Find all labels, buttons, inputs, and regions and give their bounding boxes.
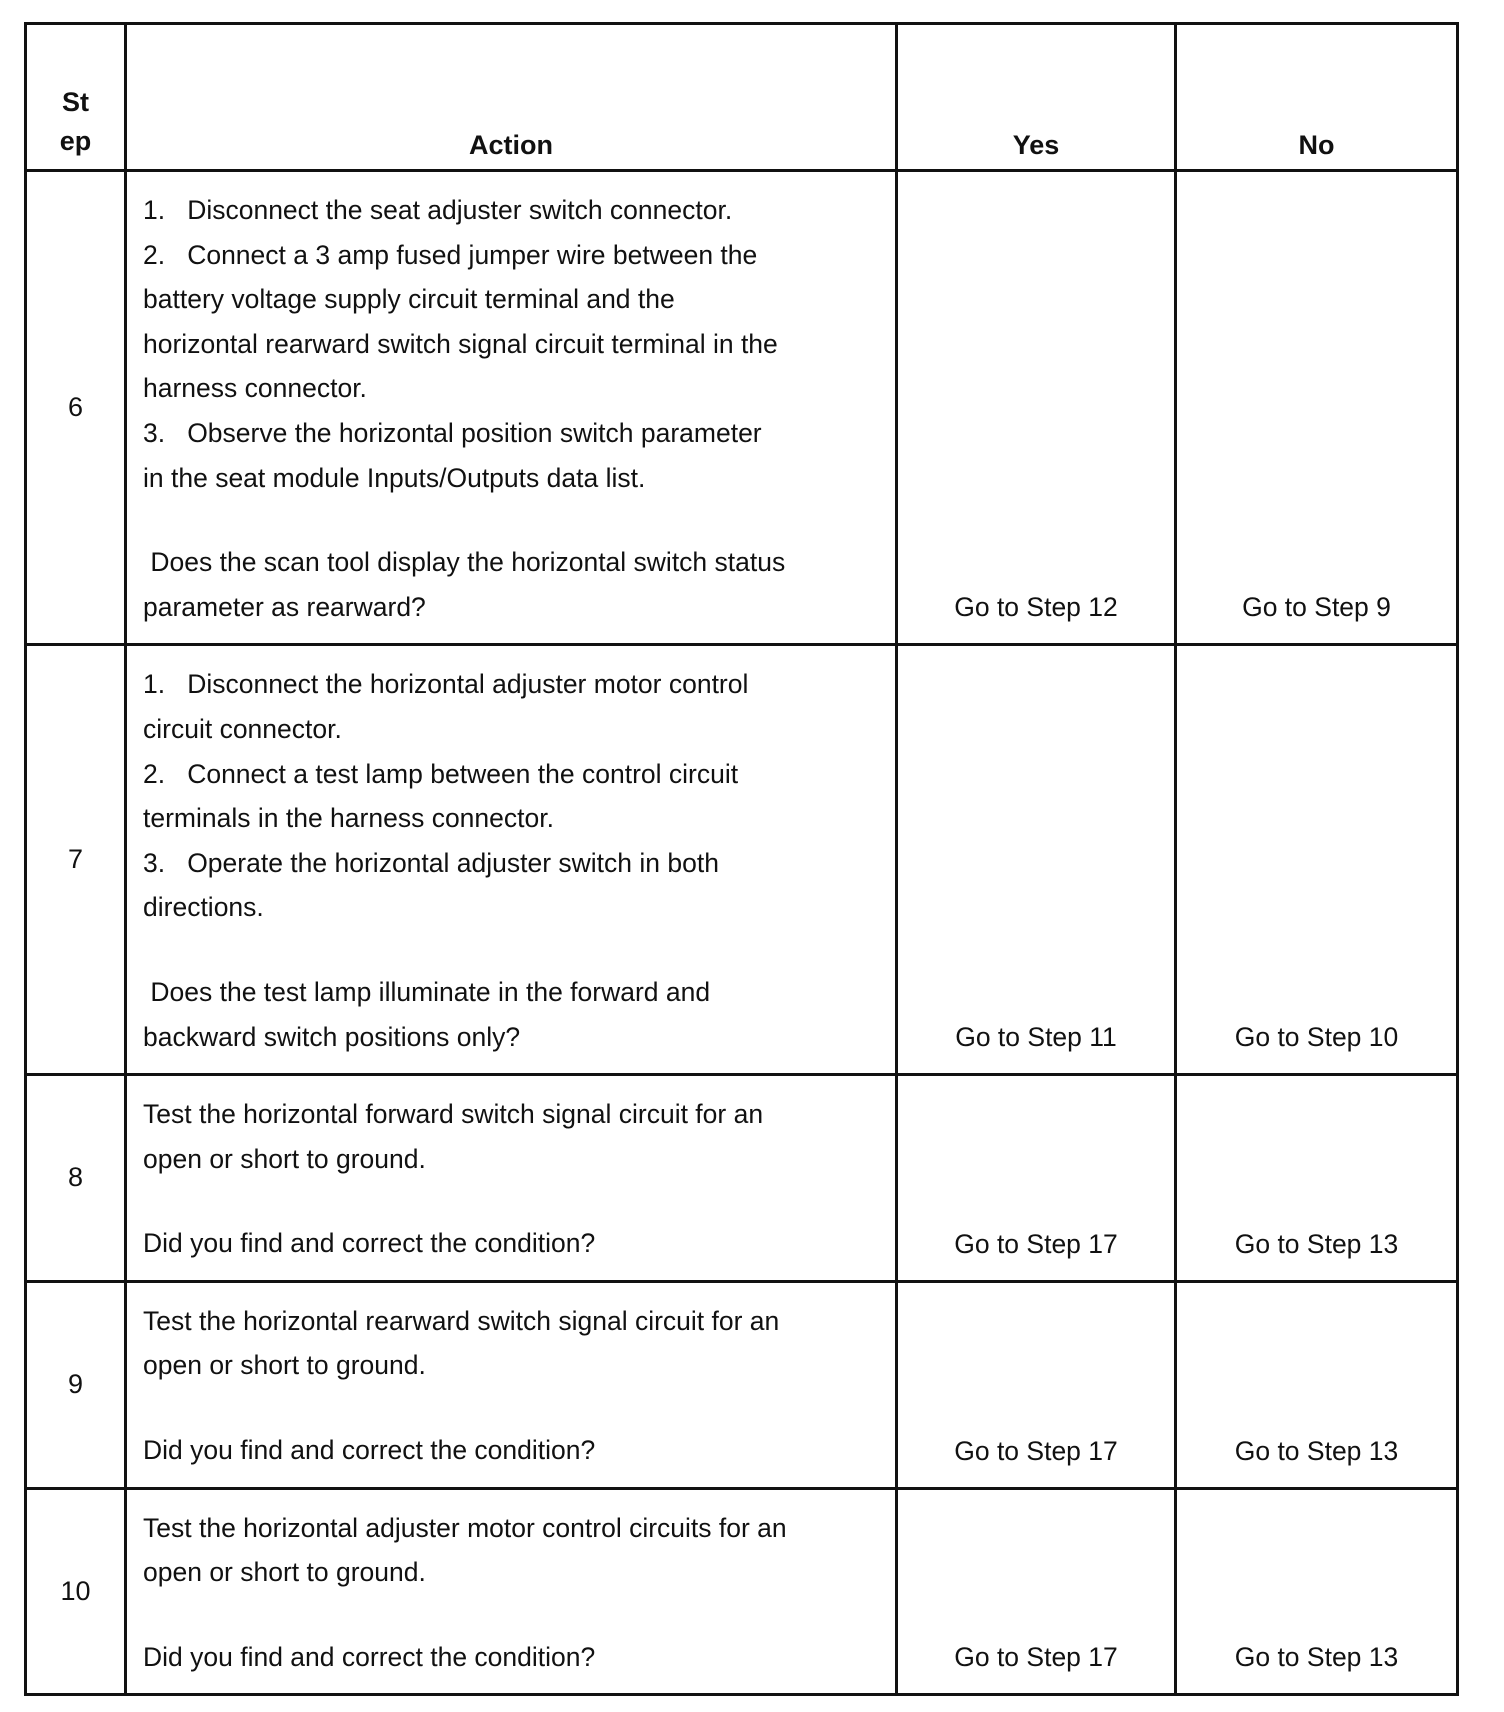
- yes-result: Go to Step 17: [897, 1075, 1176, 1282]
- question-line: Does the test lamp illuminate in the forward and: [143, 976, 711, 1007]
- action-line: battery voltage supply circuit terminal and the: [143, 284, 675, 315]
- no-result: Go to Step 13: [1176, 1075, 1458, 1282]
- action-line: horizontal rearward switch signal circuit terminal in the: [143, 328, 778, 359]
- step-number: 10: [26, 1488, 126, 1695]
- header-step-line-1: St: [62, 87, 89, 117]
- diagnostic-steps-table: [24, 22, 1459, 1696]
- action-line: Test the horizontal rearward switch signal circuit for an: [143, 1305, 780, 1336]
- action-spacer: [143, 500, 879, 540]
- action-line: open or short to ground.: [143, 1143, 426, 1174]
- action-line: 3. Observe the horizontal position switch parameter: [143, 417, 762, 448]
- action-cell: [126, 171, 897, 645]
- action-line: terminals in the harness connector.: [143, 803, 554, 834]
- question-line: parameter as rearward?: [143, 591, 426, 622]
- table-row: [26, 1281, 1458, 1488]
- action-line: directions.: [143, 892, 264, 923]
- action-line: open or short to ground.: [143, 1350, 426, 1381]
- step-number: 8: [26, 1075, 126, 1282]
- header-yes: Yes: [897, 24, 1176, 171]
- table-row: [26, 1075, 1458, 1282]
- action-line: Test the horizontal adjuster motor control circuits for an: [143, 1512, 787, 1543]
- step-number: 9: [26, 1281, 126, 1488]
- question-line: Did you find and correct the condition?: [143, 1228, 596, 1259]
- header-step-line-2: ep: [59, 126, 92, 156]
- action-spacer: [143, 1388, 879, 1428]
- action-line: 2. Connect a 3 amp fused jumper wire between the: [143, 239, 758, 270]
- header-no: No: [1176, 24, 1458, 171]
- yes-result: Go to Step 12: [897, 171, 1176, 645]
- action-line: circuit connector.: [143, 713, 342, 744]
- action-line: harness connector.: [143, 373, 367, 404]
- table-row: [26, 171, 1458, 645]
- action-spacer: [143, 1595, 879, 1635]
- table-row: [26, 645, 1458, 1075]
- yes-result: Go to Step 17: [897, 1488, 1176, 1695]
- table-header-row: [26, 24, 1458, 171]
- action-line: in the seat module Inputs/Outputs data list.: [143, 462, 646, 493]
- action-line: Test the horizontal forward switch signal circuit for an: [143, 1099, 764, 1130]
- yes-result: Go to Step 17: [897, 1281, 1176, 1488]
- step-number: 7: [26, 645, 126, 1075]
- no-result: Go to Step 13: [1176, 1488, 1458, 1695]
- action-spacer: [143, 930, 879, 970]
- question-line: Does the scan tool display the horizontal switch status: [143, 547, 786, 578]
- table-row: [26, 1488, 1458, 1695]
- action-line: 1. Disconnect the seat adjuster switch connector.: [143, 195, 733, 225]
- no-result: Go to Step 13: [1176, 1281, 1458, 1488]
- action-line: 2. Connect a test lamp between the control circuit: [143, 758, 739, 789]
- action-line: 3. Operate the horizontal adjuster switch in both: [143, 847, 719, 878]
- question-line: Did you find and correct the condition?: [143, 1641, 596, 1672]
- header-step: [26, 24, 126, 171]
- yes-result: Go to Step 11: [897, 645, 1176, 1075]
- action-cell: [126, 645, 897, 1075]
- action-cell: [126, 1281, 897, 1488]
- question-line: Did you find and correct the condition?: [143, 1435, 596, 1466]
- action-spacer: [143, 1181, 879, 1221]
- action-line: open or short to ground.: [143, 1557, 426, 1588]
- step-number: 6: [26, 171, 126, 645]
- question-line: backward switch positions only?: [143, 1021, 521, 1052]
- action-cell: [126, 1488, 897, 1695]
- header-action: Action: [126, 24, 897, 171]
- action-line: 1. Disconnect the horizontal adjuster motor control: [143, 669, 749, 700]
- action-cell: [126, 1075, 897, 1282]
- no-result: Go to Step 10: [1176, 645, 1458, 1075]
- no-result: Go to Step 9: [1176, 171, 1458, 645]
